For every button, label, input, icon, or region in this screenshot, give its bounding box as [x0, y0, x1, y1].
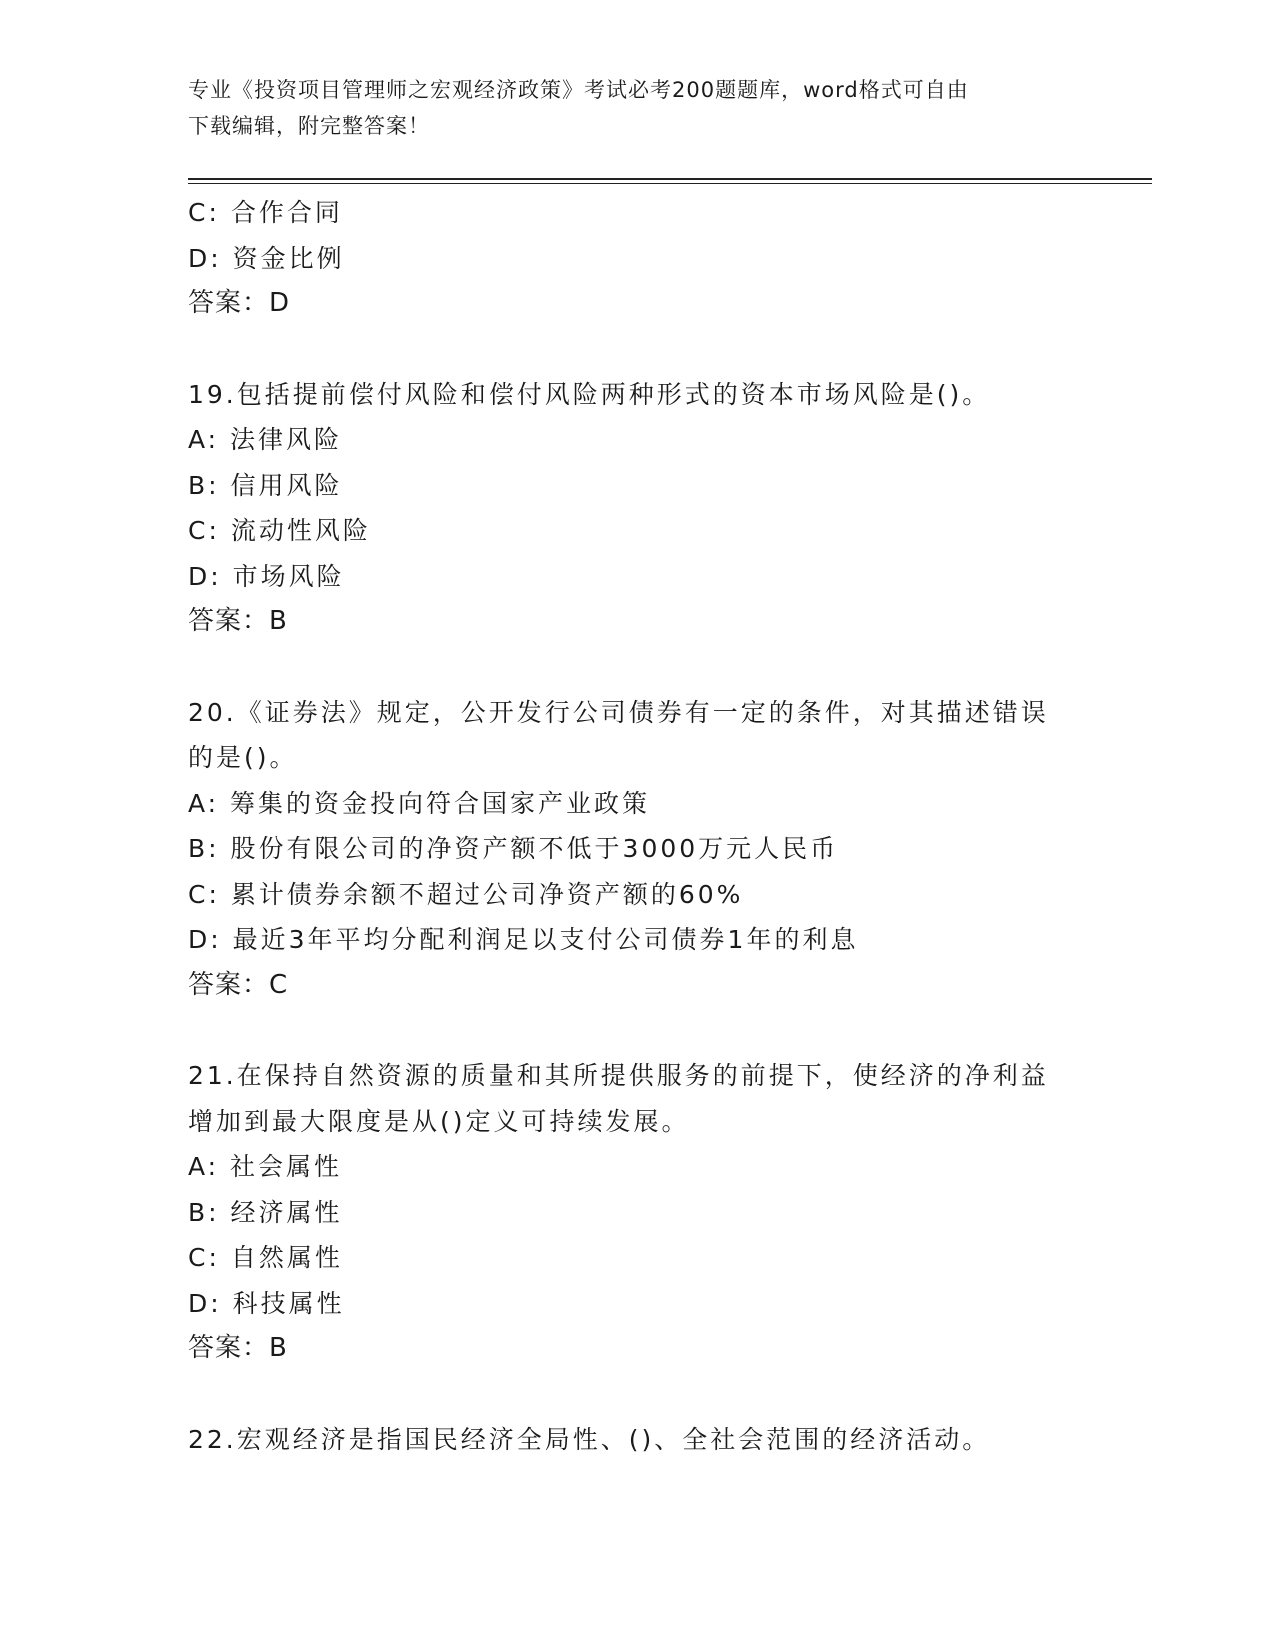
question-20: [188, 690, 1088, 1009]
option-key: A:: [188, 788, 220, 818]
option-c: [188, 1235, 1088, 1281]
option-key: C:: [188, 516, 220, 545]
option-key: B:: [188, 834, 220, 863]
question-stem: 19.包括提前偿付风险和偿付风险两种形式的资本市场风险是()。: [188, 379, 991, 409]
question-18-tail: [188, 190, 1088, 327]
option-key: D:: [188, 925, 222, 954]
option-c: [188, 190, 1088, 236]
answer: 答案：D: [188, 288, 291, 318]
option-d: [188, 236, 1088, 282]
option-text: 市场风险: [232, 561, 345, 591]
option-key: D:: [188, 561, 222, 591]
option-c: [188, 872, 1088, 918]
option-text: 股份有限公司的净资产额不低于3000万元人民币: [230, 834, 839, 863]
option-text: 累计债券余额不超过公司净资产额的60%: [230, 879, 744, 909]
option-text: 科技属性: [232, 1288, 345, 1318]
question-stem: 21.在保持自然资源的质量和其所提供服务的前提下，使经济的净利益: [188, 1061, 1049, 1090]
option-d: [188, 1281, 1088, 1327]
answer: 答案：B: [188, 606, 288, 636]
option-b: [188, 826, 1088, 872]
question-22: [188, 1417, 1088, 1463]
option-key: A:: [188, 425, 220, 454]
option-key: B:: [188, 1197, 220, 1227]
question-stem: 20.《证券法》规定，公开发行公司债券有一定的条件，对其描述错误: [188, 697, 1049, 727]
header-line-1: 专业《投资项目管理师之宏观经济政策》考试必考200题题库，word格式可自由: [188, 78, 969, 102]
option-b: [188, 1190, 1088, 1236]
option-a: [188, 1144, 1088, 1190]
option-key: C:: [188, 879, 220, 909]
option-text: 自然属性: [230, 1243, 343, 1272]
question-stem-cont: 的是()。: [188, 743, 298, 772]
option-text: 信用风险: [230, 470, 343, 500]
header-rule-thin: [188, 183, 1152, 184]
header-rule-thick: [188, 178, 1152, 180]
question-21: [188, 1053, 1088, 1372]
option-key: C:: [188, 1243, 220, 1272]
answer: 答案：B: [188, 1333, 288, 1363]
option-text: 资金比例: [232, 243, 345, 273]
header-line-2: 下载编辑，附完整答案！: [188, 114, 430, 138]
option-c: [188, 508, 1088, 554]
option-d: [188, 917, 1088, 963]
option-d: [188, 554, 1088, 600]
option-text: 经济属性: [230, 1197, 343, 1227]
option-a: [188, 781, 1088, 827]
question-19: [188, 372, 1088, 645]
option-key: D:: [188, 243, 222, 273]
option-key: D:: [188, 1288, 222, 1318]
option-key: B:: [188, 470, 220, 500]
question-stem-cont: 增加到最大限度是从()定义可持续发展。: [188, 1106, 690, 1136]
answer: 答案：C: [188, 969, 289, 1000]
option-text: 社会属性: [230, 1152, 343, 1181]
option-b: [188, 463, 1088, 509]
option-key: A:: [188, 1152, 220, 1181]
document-header: [188, 72, 1068, 144]
question-list: [188, 190, 1088, 1462]
option-text: 流动性风险: [230, 516, 371, 545]
option-text: 筹集的资金投向符合国家产业政策: [230, 788, 651, 818]
question-stem: 22.宏观经济是指国民经济全局性、()、全社会范围的经济活动。: [188, 1424, 991, 1454]
option-a: [188, 417, 1088, 463]
option-key: C:: [188, 198, 220, 227]
option-text: 法律风险: [230, 425, 343, 454]
option-text: 合作合同: [230, 198, 343, 227]
option-text: 最近3年平均分配利润足以支付公司债券1年的利息: [232, 925, 859, 954]
